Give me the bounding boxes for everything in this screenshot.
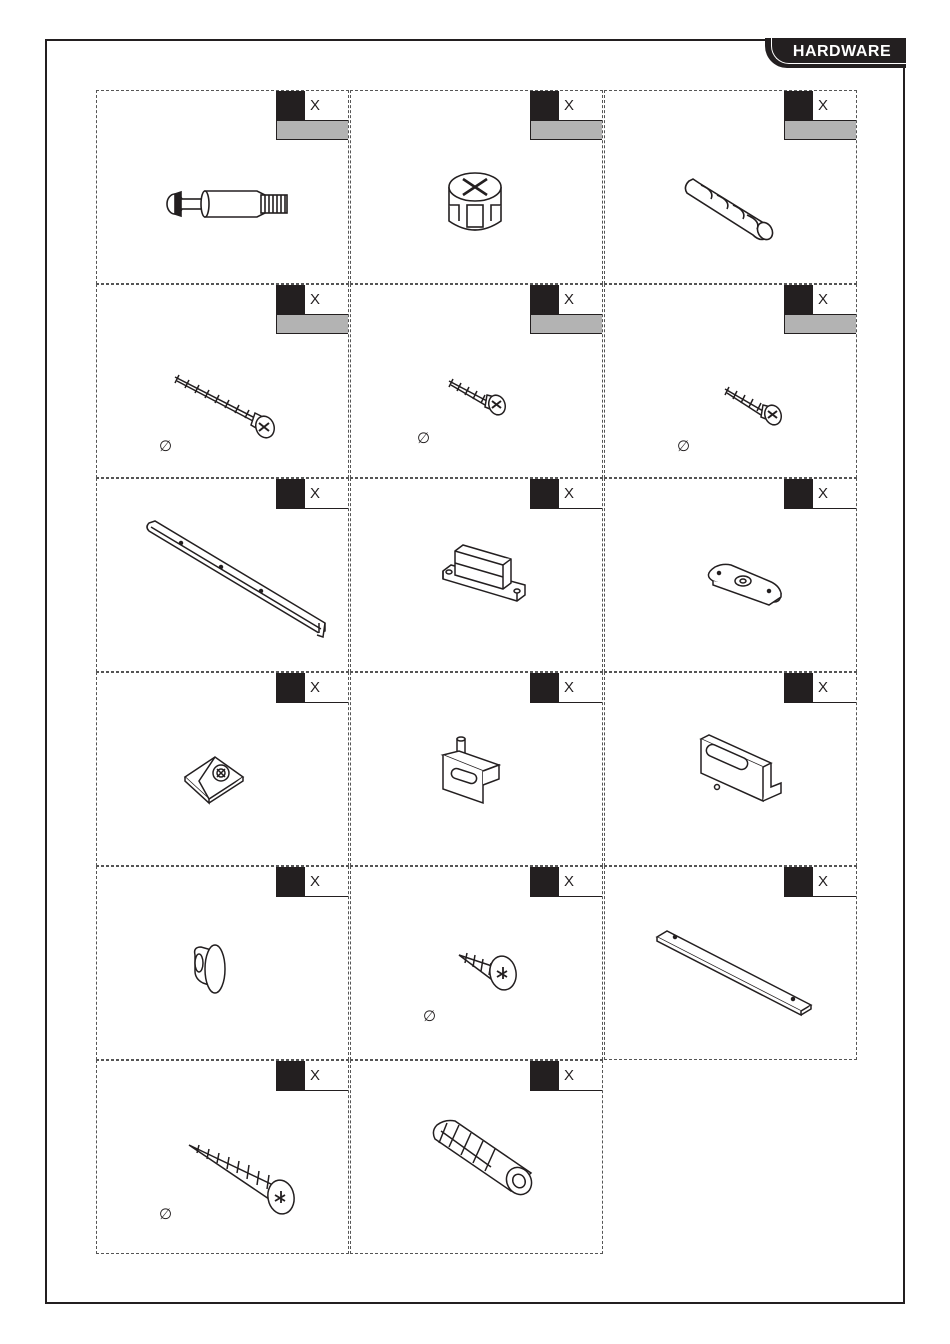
hardware-cell [604, 478, 857, 672]
quantity-box [784, 673, 856, 703]
diameter-symbol: ∅ [159, 438, 173, 455]
hardware-cell [350, 478, 603, 672]
quantity-box [530, 91, 602, 140]
diameter-symbol: ∅ [423, 1008, 437, 1025]
hardware-cell [350, 284, 603, 478]
quantity-marker: X [812, 673, 856, 702]
code-band [784, 121, 856, 140]
hardware-grid [96, 90, 857, 1258]
hardware-cell [350, 866, 603, 1060]
hardware-cell [96, 90, 349, 284]
quantity-box [276, 91, 348, 140]
hardware-cell [604, 672, 857, 866]
code-band [530, 315, 602, 334]
section-tab-label: HARDWARE [792, 43, 892, 60]
code-band [276, 315, 348, 334]
quantity-marker: X [812, 867, 856, 896]
quantity-marker: X [558, 1061, 602, 1090]
hardware-cell [350, 672, 603, 866]
quantity-box [276, 673, 348, 703]
quantity-marker: X [812, 91, 856, 120]
hardware-cell [96, 672, 349, 866]
quantity-marker: X [558, 867, 602, 896]
quantity-marker: X [304, 867, 348, 896]
quantity-box [530, 479, 602, 509]
quantity-box [784, 285, 856, 334]
quantity-box [530, 673, 602, 703]
diameter-symbol: ∅ [159, 1206, 173, 1223]
quantity-box [784, 867, 856, 897]
quantity-marker: X [304, 91, 348, 120]
hardware-cell [96, 478, 349, 672]
quantity-marker: X [304, 285, 348, 314]
quantity-marker: X [304, 479, 348, 508]
quantity-box [530, 1061, 602, 1091]
quantity-marker: X [812, 285, 856, 314]
quantity-marker: X [304, 673, 348, 702]
quantity-marker: X [558, 479, 602, 508]
quantity-box [276, 867, 348, 897]
code-band [784, 315, 856, 334]
quantity-box [784, 479, 856, 509]
hardware-cell [96, 284, 349, 478]
diameter-symbol: ∅ [677, 438, 691, 455]
code-band [276, 121, 348, 140]
quantity-marker: X [558, 285, 602, 314]
diameter-symbol: ∅ [417, 430, 431, 447]
quantity-marker: X [812, 479, 856, 508]
code-band [530, 121, 602, 140]
quantity-marker: X [558, 91, 602, 120]
quantity-box [276, 1061, 348, 1091]
hardware-cell [96, 866, 349, 1060]
quantity-marker: X [558, 673, 602, 702]
hardware-cell [604, 866, 857, 1060]
hardware-cell [604, 284, 857, 478]
quantity-box [784, 91, 856, 140]
quantity-marker: X [304, 1061, 348, 1090]
quantity-box [530, 285, 602, 334]
quantity-box [530, 867, 602, 897]
hardware-cell [350, 90, 603, 284]
hardware-cell [96, 1060, 349, 1254]
section-tab [765, 38, 906, 68]
quantity-box [276, 285, 348, 334]
hardware-cell [604, 90, 857, 284]
hardware-cell [350, 1060, 603, 1254]
quantity-box [276, 479, 348, 509]
